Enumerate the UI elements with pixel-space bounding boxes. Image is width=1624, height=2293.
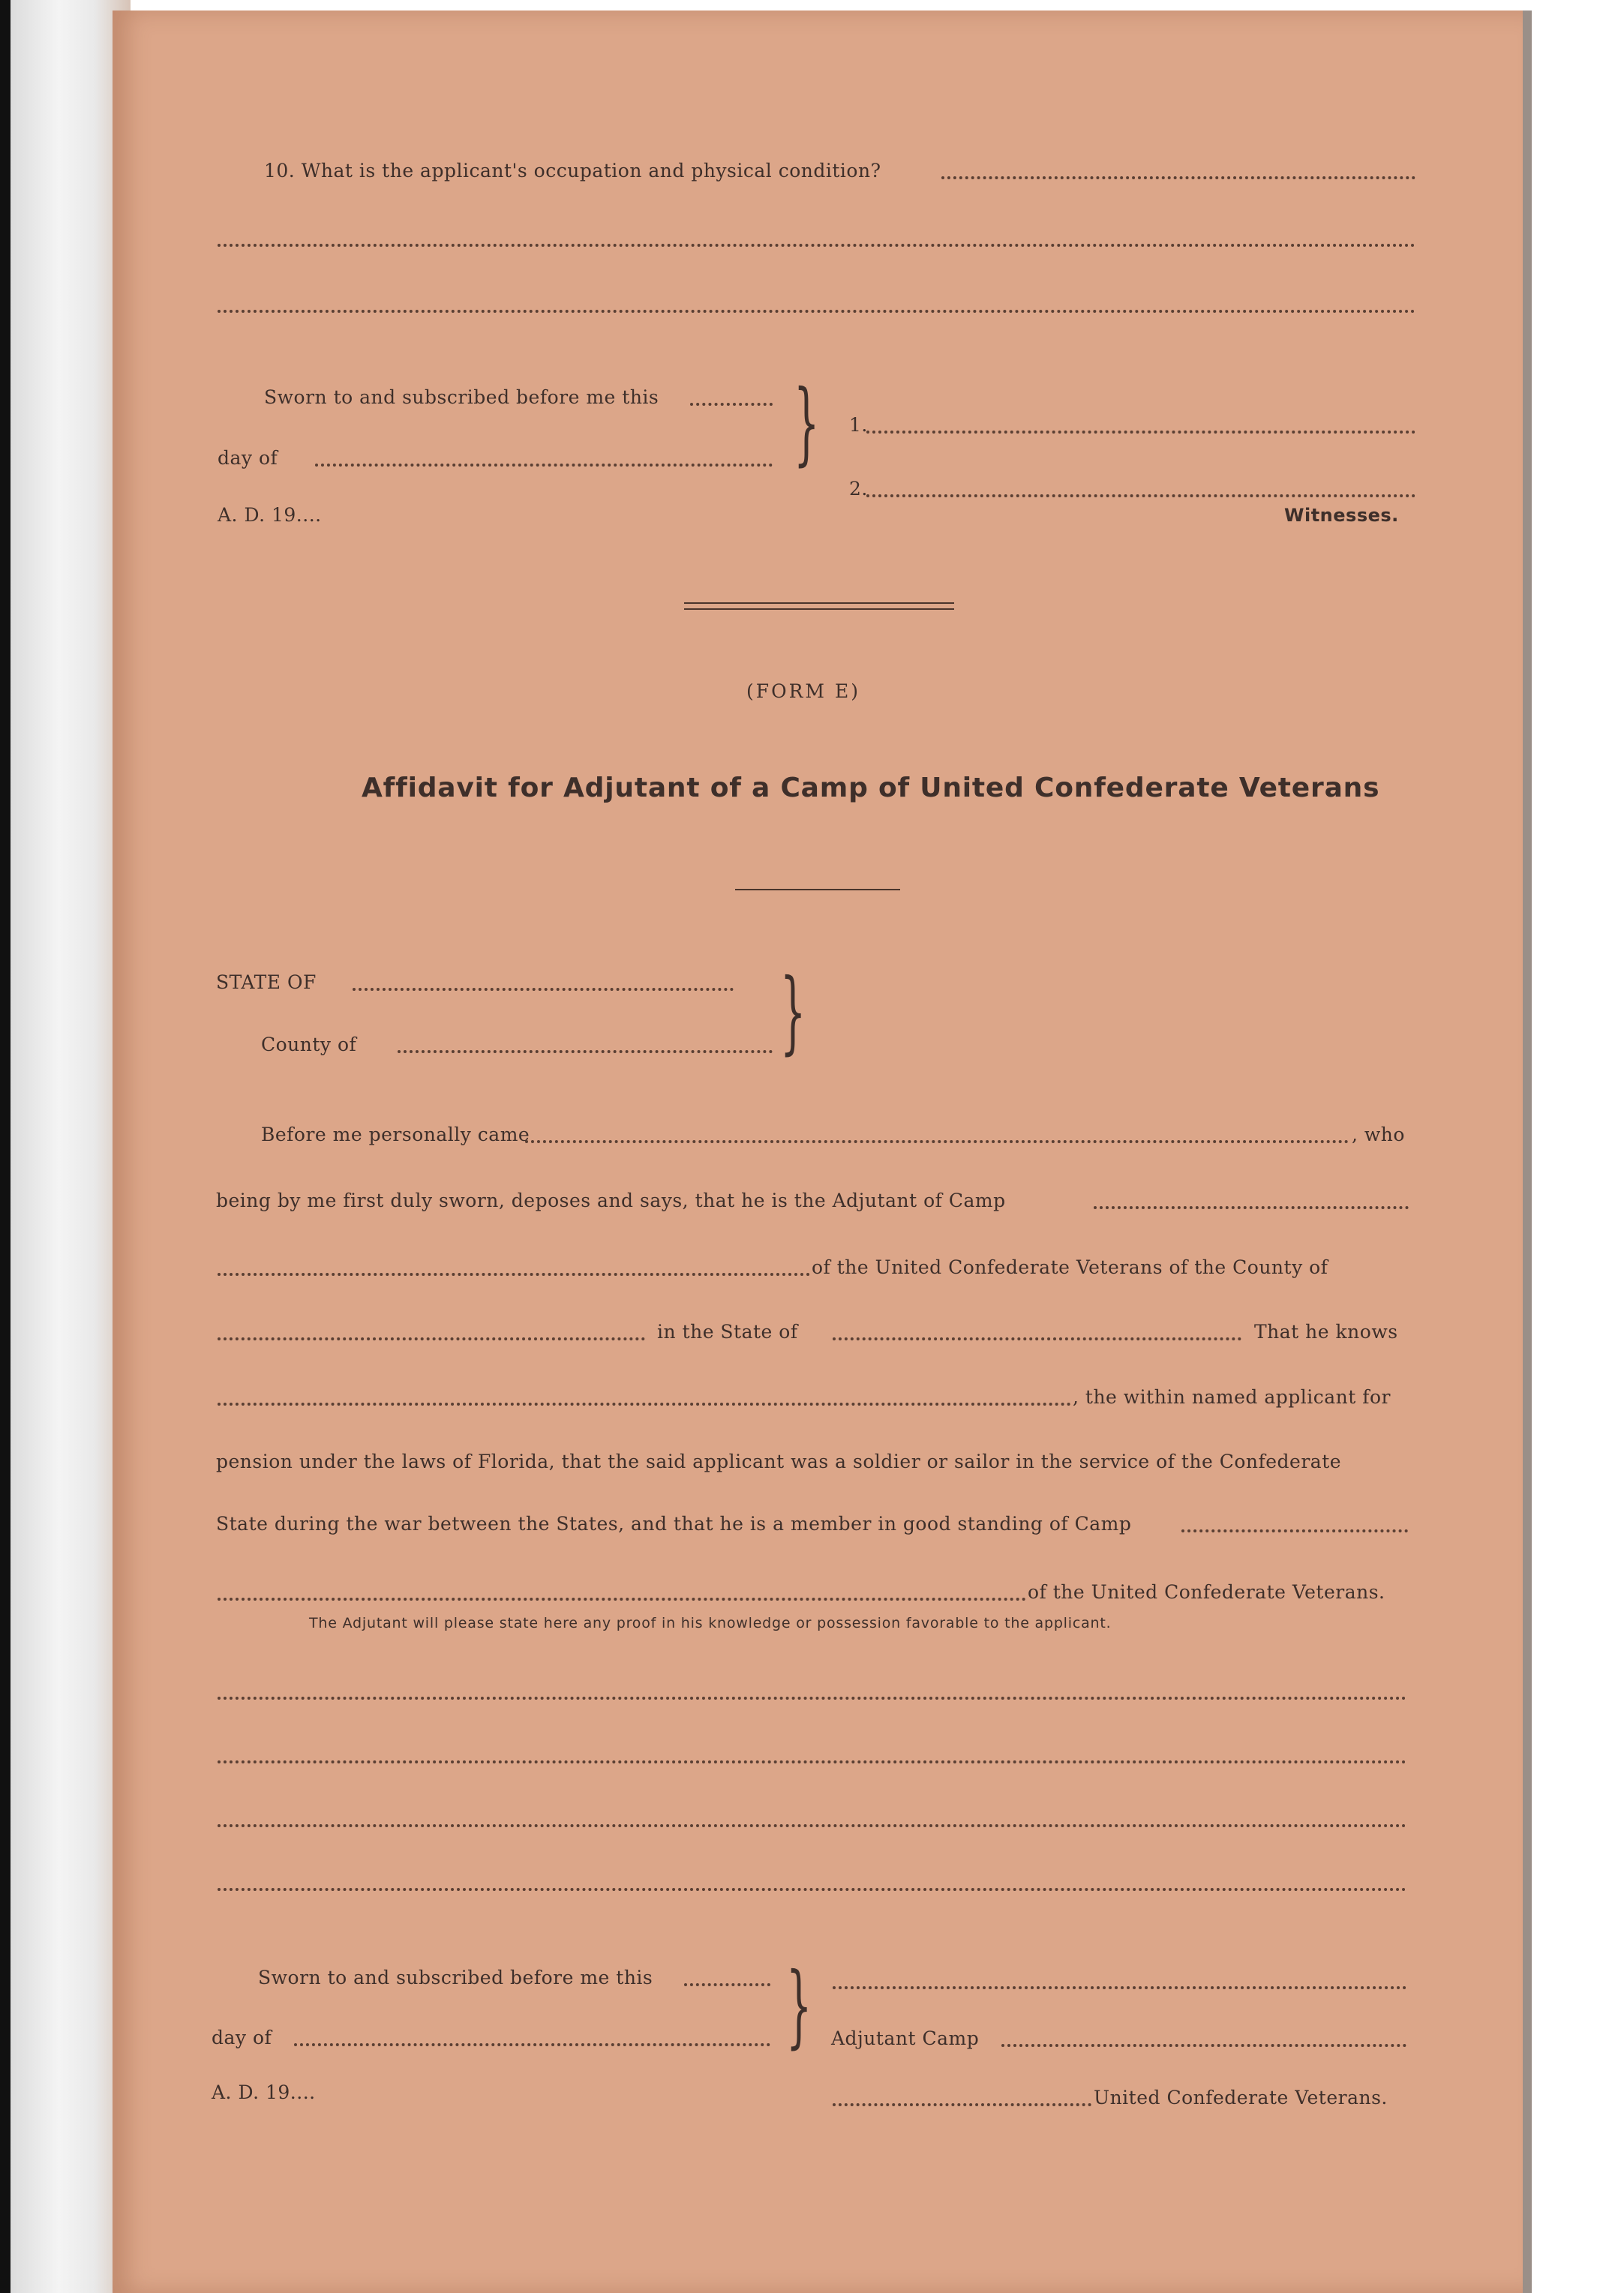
member-camp-line-continued[interactable] <box>218 1598 1026 1601</box>
camp-line[interactable] <box>1094 1206 1409 1209</box>
body-line-1a: Before me personally came <box>261 1124 530 1145</box>
body-line-1b: , who <box>1352 1124 1405 1145</box>
body-line-2: being by me first duly sworn, deposes and says, that he is the Adjutant of Camp <box>216 1190 1006 1211</box>
bottom-day-of-label: day of <box>212 2027 272 2048</box>
body-line-6: pension under the laws of Florida, that the said applicant was a soldier or sailor in the service of the Confederate <box>216 1451 1342 1472</box>
paper-page <box>113 11 1526 2293</box>
witnesses-label: Witnesses. <box>1284 505 1399 526</box>
camp-line-continued[interactable] <box>218 1273 810 1276</box>
day-of-line[interactable] <box>315 464 773 467</box>
question-10: 10. What is the applicant's occupation and physical condition? <box>264 160 881 182</box>
scan-border <box>0 0 11 2293</box>
proof-line[interactable] <box>218 1888 1406 1891</box>
county-name-line[interactable] <box>218 1337 645 1340</box>
sworn-text: Sworn to and subscribed before me this <box>264 386 659 408</box>
witness-1-label: 1. <box>849 414 868 436</box>
state-name-line[interactable] <box>833 1337 1241 1340</box>
applicant-line[interactable] <box>218 1403 1071 1406</box>
county-line[interactable] <box>398 1050 773 1053</box>
member-camp-line[interactable] <box>1181 1529 1408 1532</box>
body-line-7: State during the war between the States, and that he is a member in good standing of Camp <box>216 1513 1132 1535</box>
body-line-3: of the United Confederate Veterans of the County of <box>812 1256 1328 1278</box>
body-line-8: of the United Confederate Veterans. <box>1028 1581 1385 1603</box>
adjutant-camp-label: Adjutant Camp <box>831 2027 980 2049</box>
bottom-sworn-text: Sworn to and subscribed before me this <box>258 1967 653 1988</box>
body-line-4b: That he knows <box>1254 1321 1398 1343</box>
title-underline <box>735 889 900 890</box>
proof-line[interactable] <box>218 1760 1406 1763</box>
adjutant-note: The Adjutant will please state here any proof in his knowledge or possession favorable to the applicant. <box>309 1615 1112 1631</box>
ad-year-label: A. D. 19.... <box>218 504 322 526</box>
brace: } <box>780 960 806 1064</box>
proof-line[interactable] <box>218 1824 1406 1827</box>
adjutant-signature-line[interactable] <box>833 1986 1406 1989</box>
day-number-line[interactable] <box>690 403 773 406</box>
bottom-ad-year-label: A. D. 19.... <box>212 2081 316 2103</box>
proof-line[interactable] <box>218 1697 1406 1700</box>
body-line-5: , the within named applicant for <box>1073 1386 1391 1408</box>
witness-2-line[interactable] <box>866 494 1415 497</box>
bottom-day-number-line[interactable] <box>684 1983 770 1986</box>
name-line[interactable] <box>525 1140 1349 1143</box>
form-label: (FORM E) <box>746 680 860 702</box>
ucv-label: United Confederate Veterans. <box>1094 2087 1388 2108</box>
divider-rule <box>684 602 954 604</box>
adjutant-camp-line[interactable] <box>1001 2044 1406 2047</box>
answer-line[interactable] <box>941 176 1415 179</box>
witness-2-label: 2. <box>849 478 868 500</box>
state-of-label: STATE OF <box>216 971 317 993</box>
bottom-day-of-line[interactable] <box>294 2043 770 2046</box>
form-title: Affidavit for Adjutant of a Camp of United Confederate Veterans <box>362 773 1380 803</box>
county-of-label: County of <box>261 1034 357 1055</box>
state-line[interactable] <box>353 988 734 991</box>
paper-edge-shadow <box>1523 11 1532 2293</box>
ucv-camp-line[interactable] <box>833 2103 1091 2106</box>
brace: } <box>786 1954 812 2058</box>
brace: } <box>794 371 820 476</box>
answer-line[interactable] <box>218 244 1415 247</box>
witness-1-line[interactable] <box>866 431 1415 434</box>
divider-rule <box>684 608 954 610</box>
body-line-4a: in the State of <box>657 1321 798 1343</box>
answer-line[interactable] <box>218 310 1415 313</box>
day-of-label: day of <box>218 447 278 469</box>
